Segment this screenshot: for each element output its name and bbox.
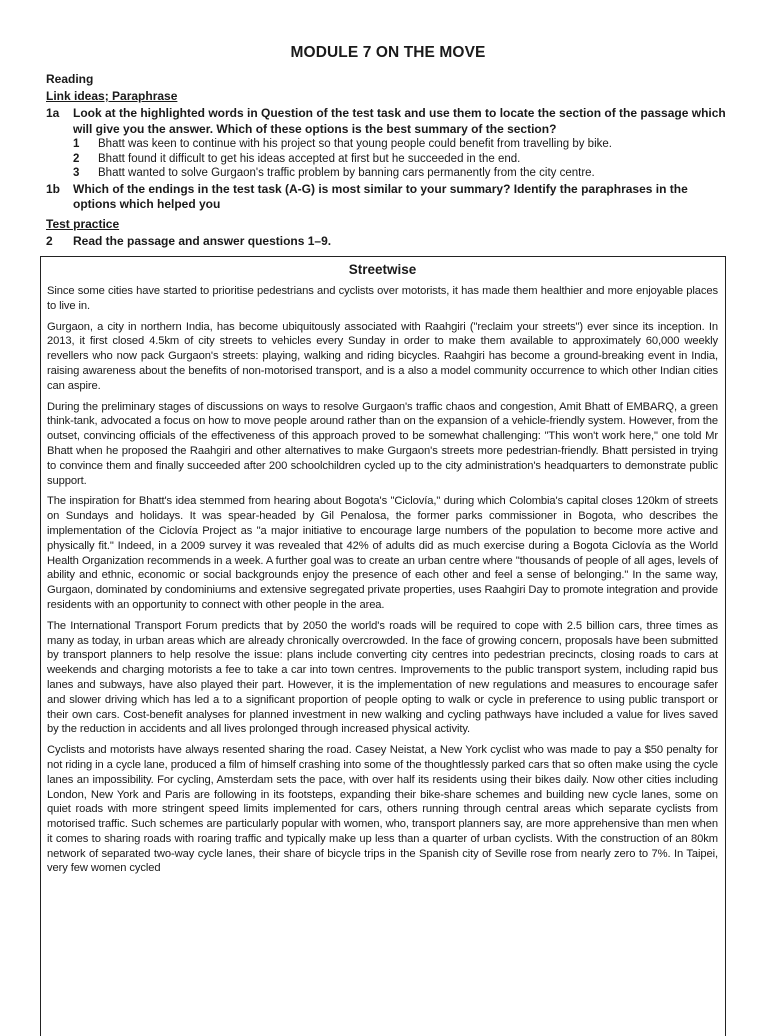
task-1a (46, 106, 730, 137)
passage-paragraph: The inspiration for Bhatt's idea stemmed from hearing about Bogota's "Ciclovía," during which Colombia's capital closes 120km of streets on Sundays and holidays. It was spear-headed by Gil Penalosa, the former parks commissioner in Bogota, who describes the implementation of the Ciclovía Project as "a major initiative to encourage large numbers of the population to become more active and physically fit." Indeed, in a 2009 survey it was revealed that 42% of adults did as much exercise during a Bogota Ciclovía as the World Health Organization recommends in a week. A further goal was to create an urban centre where "thousands of people of all ages, levels of ability and ethnic, economic or social backgrounds enjoy the presence of each other and feel a sense of belonging." In the same way, Gurgaon, dominated by condominiums and extensive segregated private properties, uses Raahgiri Day to promote integration and provide residents with an opportunity to connect with other people in the area. (47, 495, 718, 611)
option-item (46, 152, 730, 167)
passage-paragraph: Gurgaon, a city in northern India, has become ubiquitously associated with Raahgiri ("reclaim your streets") ever since its inception. In 2013, it first closed 4.5km of city streets to vehicles every Sunday in order to make them available to approximately 60,000 weekly revellers who now pack Gurgaon's streets: playing, walking and riding bicycles. Raahgiri has become a ground-breaking event in India, raising awareness about the benefits of non-motorised transport, and is a also a model community occurrence to which other Indian cities can aspire. (47, 320, 718, 392)
passage-paragraph: Cyclists and motorists have always resented sharing the road. Casey Neistat, a New York cyclist who was made to pay a $50 penalty for not riding in a cycle lane, produced a film of himself crashing into some of the thoughtlessly parked cars that so often make using the cycle lanes an impossibility. For cycling, Amsterdam sets the pace, with over half its residents using their bikes daily. Now other cities including London, New York and Paris are following in its footsteps, expanding their bike-share schemes and building new cycle lanes, some on quiet roads with more stringent speed limits implemented for cars, others running through central areas which separate cyclists from motorised traffic. Such schemes are particularly popular with women, who, transport planners say, are more apprehensive than men when it comes to sharing roads with roaring traffic and typically make up less than a quarter of urban cyclists. With the construction of an 80km network of separated two-way cycle lanes, their share of bicycle trips in the Spanish city of Seville rose from nearly zero to 7%. In Taipei, very few women cycled (47, 744, 718, 875)
task-2-number: 2 (46, 233, 53, 248)
task-1b (46, 182, 730, 213)
test-practice-label: Test practice (46, 216, 120, 231)
task-2-instruction: Read the passage and answer questions 1–9. (73, 233, 332, 248)
option-item (46, 137, 730, 152)
option-number: 1 (73, 138, 80, 150)
task-1a-instruction: Look at the highlighted words in Question of the test task and use them to locate the section of the passage which will give you the answer. Which of these options is the best summary of the section? (73, 106, 726, 136)
task-1b-instruction: Which of the endings in the test task (A-G) is most similar to your summary? Identify the paraphrases in the options which helped you (73, 181, 688, 211)
worksheet-header (46, 44, 730, 249)
option-text: Bhatt was keen to continue with his project so that young people could benefit from travelling by bike. (98, 138, 612, 150)
option-number: 3 (73, 167, 80, 179)
option-item (46, 166, 730, 181)
option-text: Bhatt wanted to solve Gurgaon's traffic problem by banning cars permanently from the city centre. (98, 167, 595, 179)
option-text: Bhatt found it difficult to get his ideas accepted at first but he succeeded in the end. (98, 152, 521, 165)
passage-paragraph: The International Transport Forum predicts that by 2050 the world's roads will be required to cope with 2.5 billion cars, three times as many as today, in urban areas which are already chronically overcrowded. In the face of growing concern, proposals have been submitted by transport planners to help resolve the issue: plans include converting city centres into pedestrian precincts, closing roads to cars at weekends and charging motorists a fee to take a car into town centres. Improvements to the public transport system, including rapid bus lanes and subways, have also played their part. However, it is the implementation of new regulations and measures to encourage safer and slower driving which has led a to a significant proportion of people opting to walk or cycle in preference to using public transport or their own cars. Cost-benefit analyses for planned investment in new walking and cycling pathways have included a value for lives saved by the reduction in accidents and all lives prolonged through increased physical activity. (47, 619, 718, 736)
task-1b-number: 1b (46, 181, 61, 196)
task-2 (46, 234, 730, 250)
section-label: Reading (46, 72, 94, 86)
task-1a-number: 1a (46, 106, 60, 120)
module-title: MODULE 7 ON THE MOVE (290, 44, 486, 61)
reading-passage (40, 256, 726, 1036)
option-number: 2 (73, 152, 80, 165)
passage-title: Streetwise (348, 262, 417, 277)
passage-paragraph: Since some cities have started to prioritise pedestrians and cyclists over motorists, it has made them healthier and more enjoyable places to live in. (47, 285, 718, 312)
passage-paragraph: During the preliminary stages of discussions on ways to resolve Gurgaon's traffic chaos and congestion, Amit Bhatt of EMBARQ, a green think-tank, advocated a focus on how to move people around rather than on the expansion of a vehicle-friendly system. However, from the outset, convincing officials of the effectiveness of this approach proved to be somewhat challenging: "This won't work here," one told Mr Bhatt when he proposed the Raahgiri and other alternatives to make Gurgaon's streets more pedestrian-friendly. Bhatt persisted in trying to convince them and finally succeeded after 200 schoolchildren cycled up to the city administration's headquarters to demonstrate public support. (47, 400, 718, 487)
subsection-label: Link ideas; Paraphrase (46, 89, 178, 103)
